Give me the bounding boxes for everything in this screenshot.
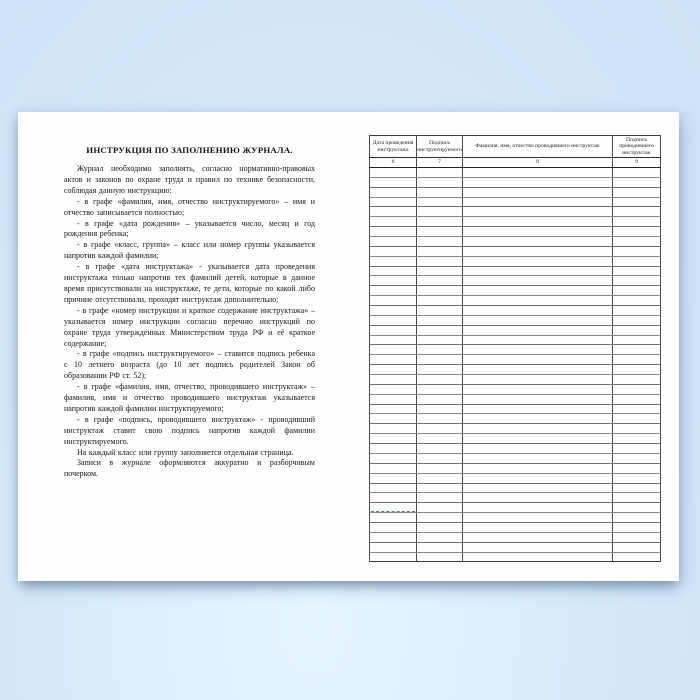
table-row [370, 542, 661, 552]
empty-cell [417, 365, 463, 375]
empty-cell [370, 266, 417, 276]
table-row [370, 256, 661, 266]
instruction-paragraph: Журнал необходимо заполнять, согласно нормативно-правовых актов и законов по охране труда и правил по технике безопасности, соблюдая данную инструкцию: [64, 164, 315, 195]
empty-cell [463, 444, 613, 454]
empty-cell [370, 335, 417, 345]
empty-cell [370, 444, 417, 454]
empty-cell [417, 227, 463, 237]
empty-cell [613, 325, 661, 335]
empty-cell [463, 355, 613, 365]
empty-cell [370, 207, 417, 217]
column-number-row [370, 158, 661, 168]
empty-cell [463, 404, 613, 414]
empty-cell [417, 473, 463, 483]
instruction-paragraph: - в графе «номер инструкции и краткое содержание инструктажа» – указывается номер инструкции согласно перечню инструкций по охране труда утвержденных Министерством труда РФ и её краткое содержание; [64, 305, 315, 348]
empty-cell [613, 355, 661, 365]
empty-cell [463, 335, 613, 345]
instruction-page [18, 112, 349, 581]
empty-cell [463, 237, 613, 247]
instruction-paragraph: - в графе «дата рождения» – указывается число, месяц и год рождения ребенка; [64, 218, 315, 239]
table-row [370, 306, 661, 316]
empty-cell [613, 256, 661, 266]
table-row [370, 227, 661, 237]
journal-spread-sheet [18, 112, 679, 581]
table-row [370, 246, 661, 256]
empty-cell [463, 394, 613, 404]
table-row [370, 168, 661, 178]
empty-cell [417, 444, 463, 454]
empty-cell [417, 355, 463, 365]
empty-cell [417, 424, 463, 434]
table-row [370, 513, 661, 523]
table-row [370, 207, 661, 217]
empty-cell [370, 542, 417, 552]
empty-cell [613, 394, 661, 404]
column-number: 9 [613, 158, 661, 168]
empty-cell [613, 227, 661, 237]
empty-cell [613, 414, 661, 424]
empty-cell [463, 256, 613, 266]
table-row [370, 296, 661, 306]
table-row [370, 355, 661, 365]
empty-cell [417, 522, 463, 532]
empty-cell [370, 217, 417, 227]
table-row [370, 197, 661, 207]
empty-cell [463, 414, 613, 424]
empty-cell [613, 473, 661, 483]
empty-cell [417, 296, 463, 306]
empty-cell [370, 463, 417, 473]
table-row [370, 463, 661, 473]
empty-cell [463, 513, 613, 523]
empty-cell [463, 315, 613, 325]
empty-cell [370, 493, 417, 503]
empty-cell [417, 503, 463, 513]
empty-cell [370, 246, 417, 256]
table-row [370, 394, 661, 404]
empty-cell [370, 513, 417, 523]
instruction-text-block [64, 164, 315, 480]
empty-cell [463, 532, 613, 542]
table-row [370, 453, 661, 463]
empty-cell [417, 325, 463, 335]
table-row [370, 522, 661, 532]
table-row [370, 404, 661, 414]
empty-cell [417, 483, 463, 493]
empty-cell [417, 168, 463, 178]
column-header: Подпись инструктируемого [417, 136, 463, 158]
table-row [370, 434, 661, 444]
empty-cell [613, 375, 661, 385]
empty-cell [370, 286, 417, 296]
empty-cell [463, 325, 613, 335]
column-number: 8 [463, 158, 613, 168]
empty-cell [613, 532, 661, 542]
instruction-paragraph: - в графе «фамилия, имя, отчество инструктируемого» – имя и отчество записывается полностью; [64, 196, 315, 217]
empty-cell [370, 296, 417, 306]
empty-cell [417, 177, 463, 187]
empty-cell [613, 493, 661, 503]
empty-cell [613, 483, 661, 493]
table-row [370, 335, 661, 345]
empty-cell [613, 187, 661, 197]
empty-cell [463, 217, 613, 227]
empty-cell [417, 394, 463, 404]
empty-cell [417, 217, 463, 227]
empty-cell [613, 168, 661, 178]
empty-cell [463, 227, 613, 237]
empty-cell [463, 483, 613, 493]
empty-cell [463, 197, 613, 207]
empty-cell [370, 345, 417, 355]
empty-cell [613, 266, 661, 276]
empty-cell [463, 207, 613, 217]
instruction-paragraph: Записи в журнале оформляются аккуратно и разборчивым почерком. [64, 458, 315, 479]
empty-cell [463, 503, 613, 513]
table-row [370, 384, 661, 394]
empty-cell [370, 355, 417, 365]
empty-cell [417, 532, 463, 542]
instruction-paragraph: - в графе «класс, группа» – класс или номер группы указывается напротив каждой фамилии; [64, 240, 315, 261]
empty-cell [370, 325, 417, 335]
empty-cell [613, 335, 661, 345]
column-header: Дата проведения инструктажа [370, 136, 417, 158]
empty-cell [463, 463, 613, 473]
empty-cell [417, 276, 463, 286]
empty-cell [417, 306, 463, 316]
empty-cell [417, 335, 463, 345]
table-row [370, 503, 661, 513]
table-row [370, 532, 661, 542]
empty-cell [417, 256, 463, 266]
empty-cell [613, 463, 661, 473]
table-row [370, 552, 661, 562]
empty-cell [463, 345, 613, 355]
empty-cell [613, 542, 661, 552]
instruction-paragraph: На каждый класс или группу заполняется отдельная страница. [77, 447, 294, 457]
table-row [370, 424, 661, 434]
empty-cell [463, 375, 613, 385]
table-row [370, 237, 661, 247]
column-header: Фамилия, имя, отчество проводившего инструктаж [463, 136, 613, 158]
table-row [370, 266, 661, 276]
empty-cell [370, 256, 417, 266]
empty-cell [370, 375, 417, 385]
empty-cell [417, 375, 463, 385]
empty-cell [463, 177, 613, 187]
empty-cell [370, 503, 417, 513]
empty-cell [417, 404, 463, 414]
empty-cell [370, 237, 417, 247]
empty-cell [613, 513, 661, 523]
empty-cell [463, 522, 613, 532]
empty-cell [417, 187, 463, 197]
empty-cell [613, 276, 661, 286]
table-row [370, 276, 661, 286]
empty-cell [370, 365, 417, 375]
column-number: 7 [417, 158, 463, 168]
empty-cell [463, 365, 613, 375]
page-title: ИНСТРУКЦИЯ ПО ЗАПОЛНЕНИЮ ЖУРНАЛА. [86, 145, 293, 155]
empty-cell [370, 394, 417, 404]
table-header-row [370, 136, 661, 158]
empty-cell [613, 296, 661, 306]
table-row [370, 493, 661, 503]
empty-cell [417, 286, 463, 296]
empty-cell [613, 306, 661, 316]
empty-cell [370, 532, 417, 542]
empty-cell [370, 434, 417, 444]
column-header: Подпись проводившего инструктаж [613, 136, 661, 158]
empty-cell [417, 237, 463, 247]
table-row [370, 345, 661, 355]
empty-cell [463, 434, 613, 444]
empty-cell [613, 237, 661, 247]
empty-cell [417, 197, 463, 207]
journal-table-page [349, 112, 679, 581]
table-row [370, 177, 661, 187]
table-row [370, 444, 661, 454]
empty-cell [463, 453, 613, 463]
instruction-paragraph: - в графе «фамилия, имя, отчество, проводившего инструктаж» – фамилия, имя и отчество проводившего инструктаж указывается напротив каждой фамилии инструктируемого; [64, 382, 315, 413]
empty-cell [370, 168, 417, 178]
empty-cell [463, 266, 613, 276]
empty-cell [613, 345, 661, 355]
empty-cell [417, 266, 463, 276]
table-row [370, 187, 661, 197]
empty-cell [463, 424, 613, 434]
empty-cell [370, 483, 417, 493]
table-row [370, 483, 661, 493]
empty-cell [463, 493, 613, 503]
empty-cell [370, 552, 417, 562]
empty-cell [613, 522, 661, 532]
empty-cell [370, 404, 417, 414]
empty-cell [463, 246, 613, 256]
instruction-paragraph: - в графе «подпись инструктируемого» – ставится подпись ребенка с 10 летнего возраста (до 10 лет подпись родителей Закон об образовании РФ ст. 52); [64, 349, 315, 381]
table-row [370, 315, 661, 325]
table-row [370, 375, 661, 385]
empty-cell [463, 473, 613, 483]
empty-cell [463, 276, 613, 286]
empty-cell [613, 384, 661, 394]
empty-cell [417, 345, 463, 355]
empty-cell [463, 187, 613, 197]
empty-cell [370, 414, 417, 424]
empty-cell [417, 463, 463, 473]
empty-cell [613, 246, 661, 256]
section-break-marker [371, 511, 415, 512]
empty-cell [463, 296, 613, 306]
empty-cell [613, 286, 661, 296]
table-row [370, 217, 661, 227]
empty-cell [370, 227, 417, 237]
empty-cell [463, 168, 613, 178]
empty-cell [463, 384, 613, 394]
empty-cell [613, 552, 661, 562]
empty-cell [613, 177, 661, 187]
journal-table [369, 135, 661, 562]
empty-cell [370, 473, 417, 483]
empty-cell [613, 365, 661, 375]
empty-cell [613, 404, 661, 414]
empty-cell [613, 315, 661, 325]
empty-cell [613, 424, 661, 434]
empty-cell [370, 424, 417, 434]
empty-cell [370, 177, 417, 187]
instruction-paragraph: - в графе «дата инструктажа» - указывается дата проведения инструктажа только напротив тех фамилий детей, которые в данное время присутствовали на инструктаже, те дети, которые по какой либо причине отсутствовали, проходят инструктаж дополнительно; [64, 262, 315, 304]
column-number: 6 [370, 158, 417, 168]
empty-cell [370, 306, 417, 316]
empty-cell [613, 453, 661, 463]
empty-cell [463, 286, 613, 296]
table-row [370, 365, 661, 375]
empty-cell [370, 276, 417, 286]
empty-cell [417, 384, 463, 394]
table-row [370, 286, 661, 296]
empty-cell [463, 542, 613, 552]
empty-cell [370, 453, 417, 463]
empty-cell [613, 217, 661, 227]
table-row [370, 414, 661, 424]
empty-cell [613, 444, 661, 454]
empty-cell [417, 246, 463, 256]
empty-cell [417, 315, 463, 325]
empty-cell [370, 187, 417, 197]
empty-cell [370, 315, 417, 325]
empty-cell [370, 197, 417, 207]
empty-cell [370, 522, 417, 532]
empty-cell [613, 207, 661, 217]
empty-cell [463, 552, 613, 562]
empty-cell [417, 552, 463, 562]
empty-cell [417, 542, 463, 552]
empty-cell [463, 306, 613, 316]
empty-cell [417, 513, 463, 523]
empty-cell [417, 207, 463, 217]
empty-cell [613, 434, 661, 444]
empty-cell [417, 453, 463, 463]
empty-cell [370, 384, 417, 394]
empty-cell [417, 414, 463, 424]
table-row [370, 325, 661, 335]
empty-cell [417, 434, 463, 444]
instruction-paragraph: - в графе «подпись, проводившего инструктаж» - проводивший инструктаж ставит свою подпись напротив каждой фамилии инструктируемого. [64, 414, 315, 446]
table-row [370, 473, 661, 483]
empty-cell [613, 197, 661, 207]
empty-cell [613, 503, 661, 513]
empty-cell [417, 493, 463, 503]
